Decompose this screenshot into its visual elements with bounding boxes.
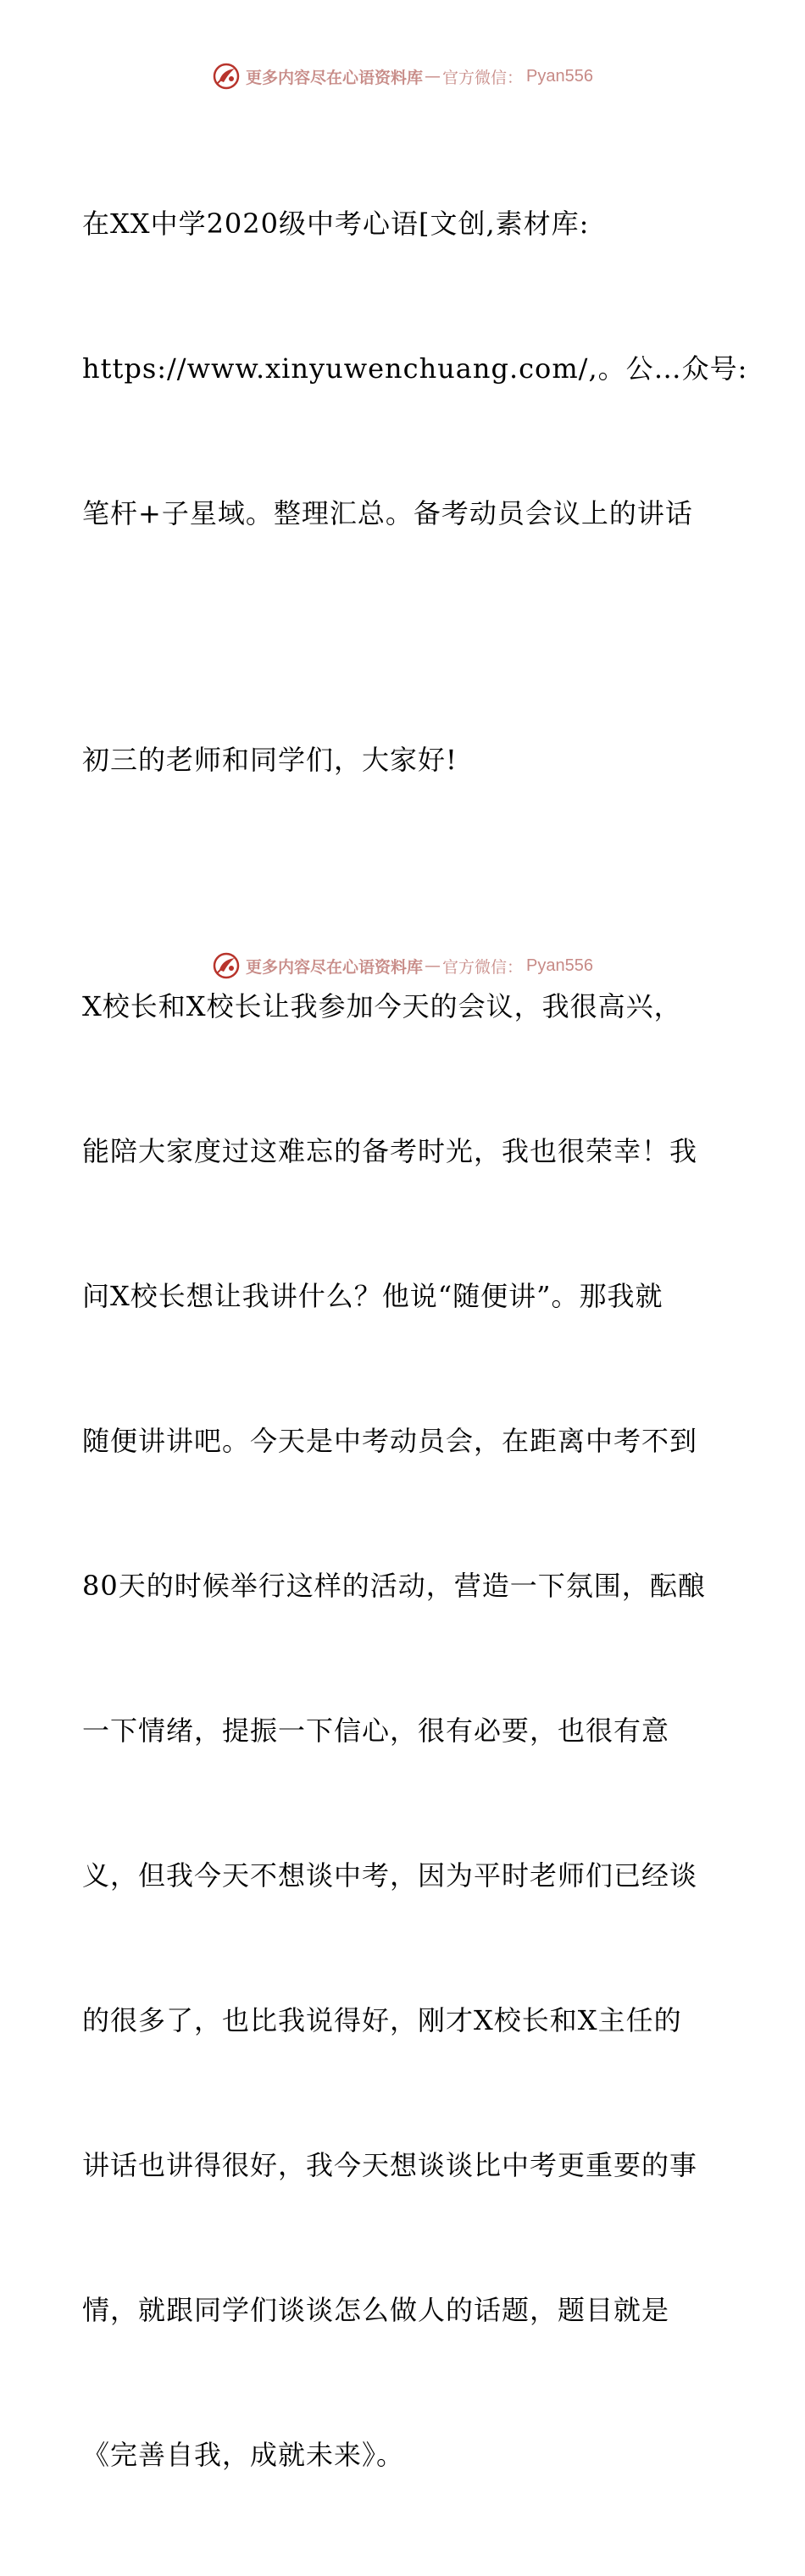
watermark-official-label: 官方微信： bbox=[442, 957, 524, 977]
speech-line: 情，就跟同学们谈谈怎么做人的话题，题目就是 bbox=[82, 2294, 670, 2326]
speech-line: X校长和X校长让我参加今天的会议，我很高兴， bbox=[82, 990, 682, 1022]
watermark-dash: — bbox=[425, 67, 441, 86]
footer-watermark bbox=[0, 949, 805, 983]
greeting-paragraph bbox=[82, 640, 735, 881]
speech-paragraph bbox=[82, 886, 735, 2576]
speech-line: 《完善自我，成就未来》。 bbox=[82, 2439, 405, 2471]
document-body bbox=[82, 103, 748, 2576]
watermark-slogan: 更多内容尽在心语资料库 bbox=[246, 957, 424, 977]
watermark-dash: — bbox=[425, 956, 441, 975]
intro-line: 在XX中学2020级中考心语[文创,素材库: bbox=[82, 208, 590, 240]
intro-paragraph bbox=[82, 103, 748, 634]
watermark-slogan: 更多内容尽在心语资料库 bbox=[246, 68, 424, 87]
greeting-line: 初三的老师和同学们，大家好! bbox=[82, 744, 458, 776]
watermark-wechat-id: Pyan556 bbox=[526, 66, 593, 86]
watermark-official-label: 官方微信： bbox=[442, 68, 524, 87]
watermark-wechat-id: Pyan556 bbox=[526, 956, 593, 975]
speech-line: 80天的时候举行这样的活动，营造一下氛围，酝酿 bbox=[82, 1570, 706, 1602]
intro-line: https://www.xinyuwenchuang.com/,。公…众号: bbox=[82, 352, 748, 385]
intro-line: 笔杆+子星域。整理汇总。备考动员会议上的讲话 bbox=[82, 497, 693, 529]
speech-line: 的很多了，也比我说得好，刚才X校长和X主任的 bbox=[82, 2004, 682, 2036]
brand-logo-icon bbox=[212, 951, 241, 980]
speech-line: 能陪大家度过这难忘的备考时光，我也很荣幸！我 bbox=[82, 1135, 698, 1167]
header-watermark bbox=[0, 59, 805, 93]
speech-line: 问X校长想让我讲什么？他说“随便讲”。那我就 bbox=[82, 1280, 663, 1312]
speech-line: 讲话也讲得很好，我今天想谈谈比中考更重要的事 bbox=[82, 2149, 698, 2181]
speech-line: 随便讲讲吧。今天是中考动员会，在距离中考不到 bbox=[82, 1425, 698, 1457]
brand-logo-icon bbox=[212, 62, 241, 91]
speech-line: 义，但我今天不想谈中考，因为平时老师们已经谈 bbox=[82, 1859, 698, 1892]
speech-line: 一下情绪，提振一下信心，很有必要，也很有意 bbox=[82, 1715, 670, 1747]
